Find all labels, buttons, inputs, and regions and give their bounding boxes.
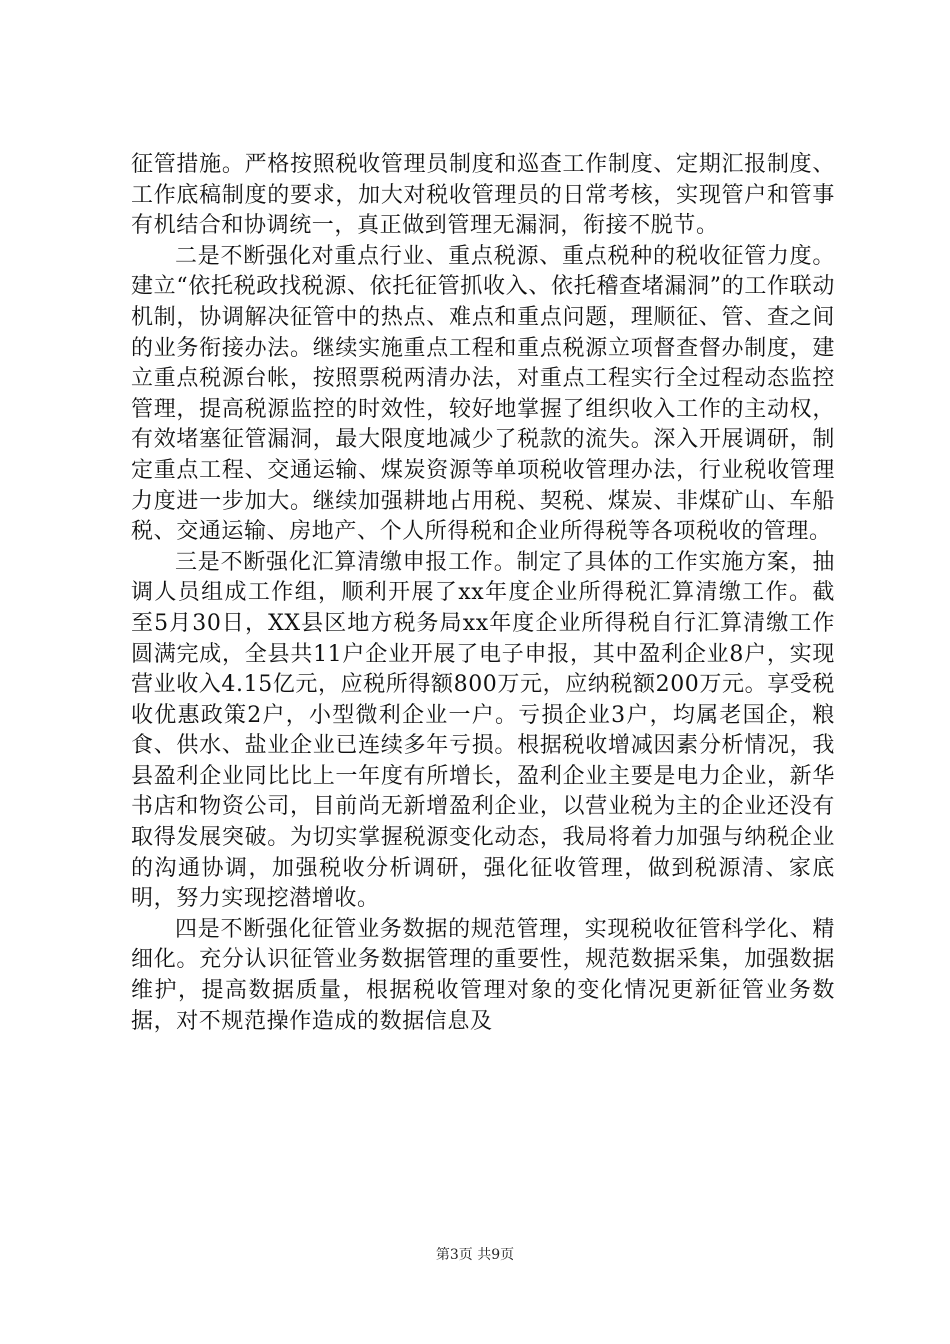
paragraph-1: 征管措施。严格按照税收管理员制度和巡查工作制度、定期汇报制度、工作底稿制度的要求，加大对税收管理员的日常考核，实现管户和管事有机结合和协调统一，真正做到管理无漏洞，衔接不脱节。	[131, 152, 835, 239]
paragraph-2: 二是不断强化对重点行业、重点税源、重点税种的税收征管力度。建立“依托税政找税源、依托征管抓收入、依托稽查堵漏洞”的工作联动机制，协调解决征管中的热点、难点和重点问题，理顺征、管、查之间的业务衔接办法。继续实施重点工程和重点税源立项督查督办制度，建立重点税源台帐，按照票税两清办法，对重点工程实行全过程动态监控管理，提高税源监控的时效性，较好地掌握了组织收入工作的主动权，有效堵塞征管漏洞，最大限度地减少了税款的流失。深入开展调研，制定重点工程、交通运输、煤炭资源等单项税收管理办法，行业税收管理力度进一步加大。继续加强耕地占用税、契税、煤炭、非煤矿山、车船税、交通运输、房地产、个人所得税和企业所得税等各项税收的管理。	[131, 243, 835, 545]
page-number-footer: 第3页 共9页	[435, 1247, 515, 1263]
paragraph-4: 四是不断强化征管业务数据的规范管理，实现税收征管科学化、精细化。充分认识征管业务数据管理的重要性，规范数据采集，加强数据维护，提高数据质量，根据税收管理对象的变化情况更新征管业务数据，对不规范操作造成的数据信息及	[131, 916, 835, 1034]
document-body	[131, 150, 835, 1037]
paragraph-3: 三是不断强化汇算清缴申报工作。制定了具体的工作实施方案，抽调人员组成工作组，顺利开展了xx年度企业所得税汇算清缴工作。截至5月30日，XX县区地方税务局xx年度企业所得税自行汇算清缴工作圆满完成，全县共11户企业开展了电子申报，其中盈利企业8户，实现营业收入4.15亿元，应税所得额800万元，应纳税额200万元。享受税收优惠政策2户，小型微利企业一户。亏损企业3户，均属老国企，粮食、供水、盐业企业已连续多年亏损。根据税收增减因素分析情况，我县盈利企业同比比上一年度有所增长，盈利企业主要是电力企业，新华书店和物资公司，目前尚无新增盈利企业，以营业税为主的企业还没有取得发展突破。为切实掌握税源变化动态，我局将着力加强与纳税企业的沟通协调，加强税收分析调研，强化征收管理，做到税源清、家底明，努力实现挖潜增收。	[131, 549, 835, 912]
